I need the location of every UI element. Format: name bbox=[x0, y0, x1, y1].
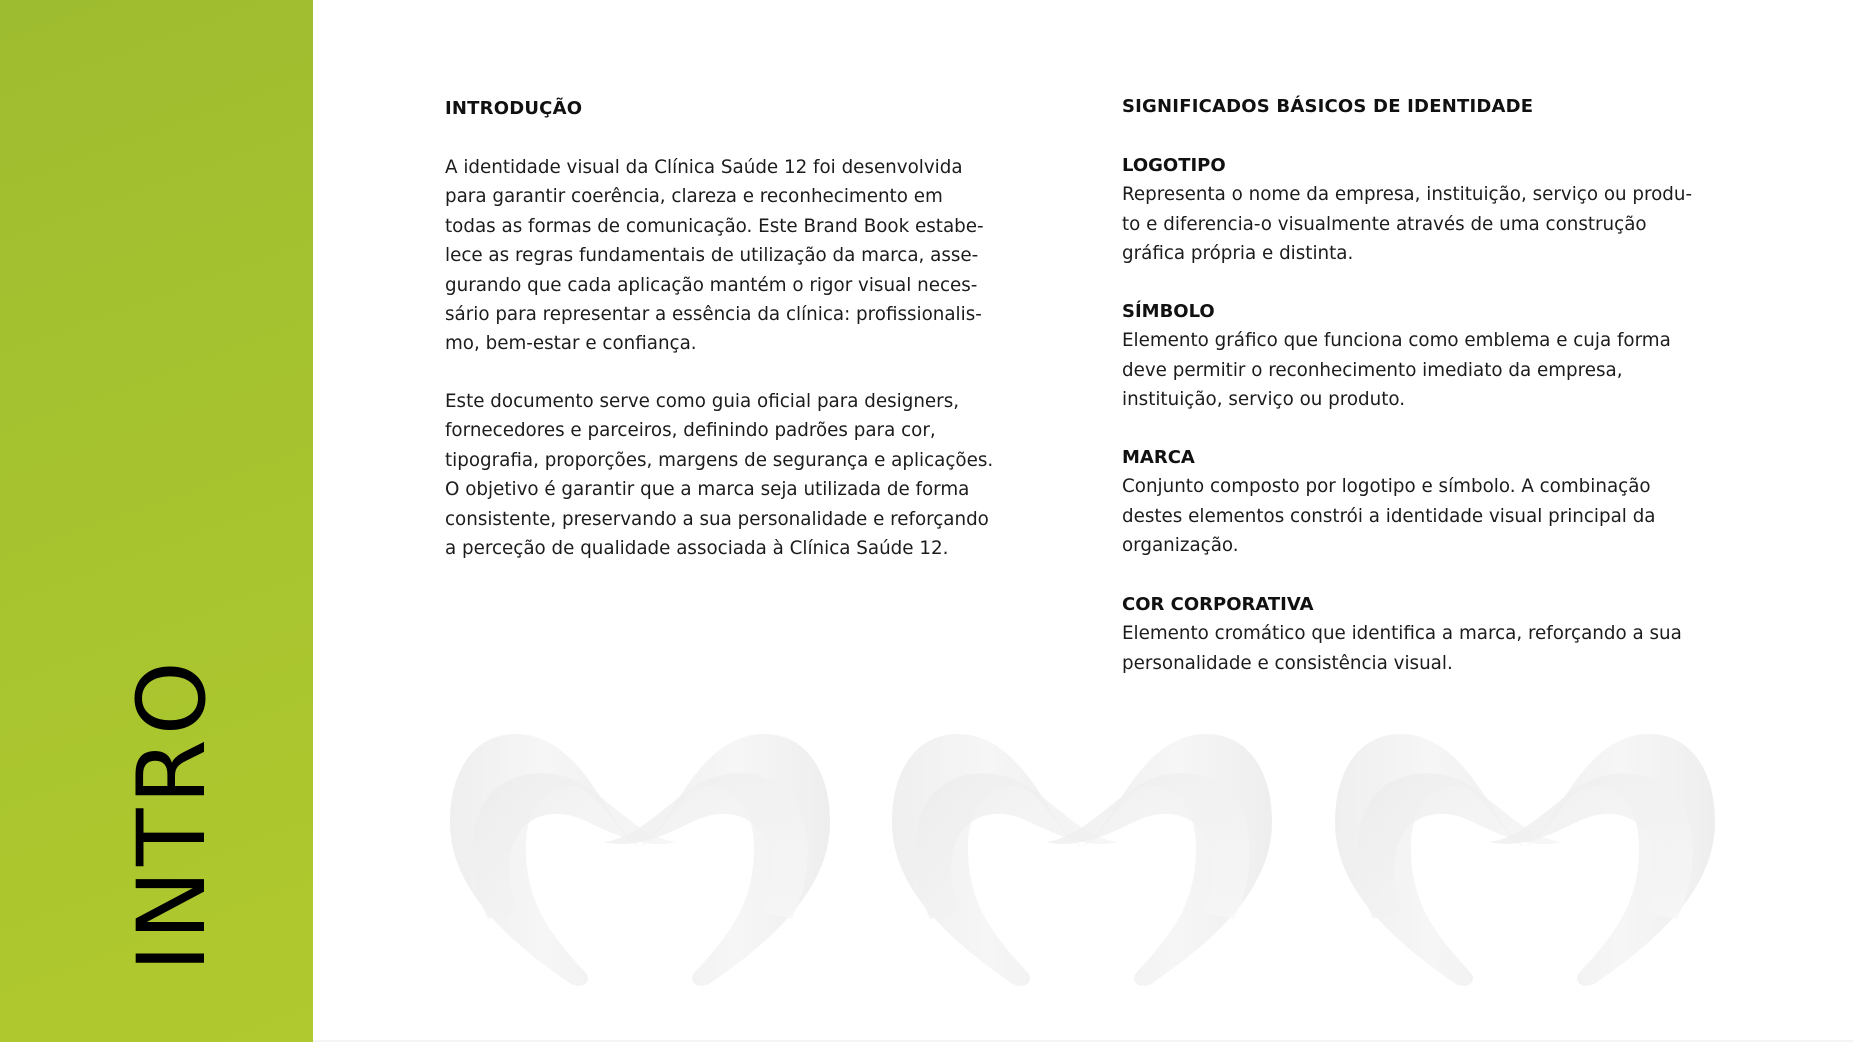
definition-term: SÍMBOLO bbox=[1122, 301, 1215, 322]
text-line: todas as formas de comunicação. Este Brand Book estabe- bbox=[445, 215, 984, 237]
introduction-paragraph-1 bbox=[445, 153, 984, 359]
text-line: destes elementos constrói a identidade visual principal da bbox=[1122, 505, 1656, 527]
introduction-heading: INTRODUÇÃO bbox=[445, 98, 583, 119]
text-line: gurando que cada aplicação mantém o rigor visual neces- bbox=[445, 274, 978, 296]
sidebar-panel bbox=[0, 0, 313, 1042]
text-line: para garantir coerência, clareza e reconhecimento em bbox=[445, 186, 943, 208]
introduction-paragraph-2 bbox=[445, 387, 993, 563]
definition-logotipo bbox=[1122, 151, 1692, 269]
text-line: A identidade visual da Clínica Saúde 12 foi desenvolvida bbox=[445, 157, 963, 178]
text-line: Elemento cromático que identifica a marca, reforçando a sua bbox=[1122, 623, 1682, 645]
text-line: Representa o nome da empresa, instituição, serviço ou produ- bbox=[1122, 184, 1693, 206]
text-line: Este documento serve como guia oficial para designers, bbox=[445, 391, 960, 412]
definition-marca bbox=[1122, 443, 1656, 561]
text-line: gráfica própria e distinta. bbox=[1122, 243, 1354, 265]
text-line: consistente, preservando a sua personalidade e reforçando bbox=[445, 508, 989, 530]
text-line: O objetivo é garantir que a marca seja utilizada de forma bbox=[445, 479, 970, 501]
text-line: Elemento gráfico que funciona como emblema e cuja forma bbox=[1122, 330, 1671, 352]
text-line: personalidade e consistência visual. bbox=[1122, 652, 1453, 674]
identity-heading: SIGNIFICADOS BÁSICOS DE IDENTIDADE bbox=[1122, 96, 1534, 117]
heart-symbol-icon bbox=[1333, 727, 1717, 989]
definition-term: MARCA bbox=[1122, 447, 1195, 468]
heart-symbol-icon bbox=[890, 727, 1274, 989]
text-line: mo, bem-estar e confiança. bbox=[445, 333, 697, 355]
heart-symbol-icon bbox=[448, 727, 832, 989]
section-title-vertical: INTRO bbox=[118, 657, 227, 972]
text-line: organização. bbox=[1122, 535, 1239, 557]
text-line: a perceção de qualidade associada à Clínica Saúde 12. bbox=[445, 538, 949, 560]
definition-cor-corporativa bbox=[1122, 590, 1682, 678]
text-line: to e diferencia-o visualmente através de uma construção bbox=[1122, 213, 1647, 235]
definition-term: COR CORPORATIVA bbox=[1122, 594, 1314, 615]
text-line: instituição, serviço ou produto. bbox=[1122, 389, 1406, 411]
text-line: sário para representar a essência da clínica: profissionalis- bbox=[445, 304, 982, 326]
definition-simbolo bbox=[1122, 297, 1671, 415]
definition-term: LOGOTIPO bbox=[1122, 155, 1226, 176]
text-line: fornecedores e parceiros, definindo padrões para cor, bbox=[445, 420, 936, 442]
text-line: tipografia, proporções, margens de segurança e aplicações. bbox=[445, 449, 994, 471]
text-line: lece as regras fundamentais de utilização da marca, asse- bbox=[445, 245, 979, 267]
text-line: Conjunto composto por logotipo e símbolo. A combinação bbox=[1122, 476, 1651, 498]
text-line: deve permitir o reconhecimento imediato da empresa, bbox=[1122, 359, 1623, 381]
